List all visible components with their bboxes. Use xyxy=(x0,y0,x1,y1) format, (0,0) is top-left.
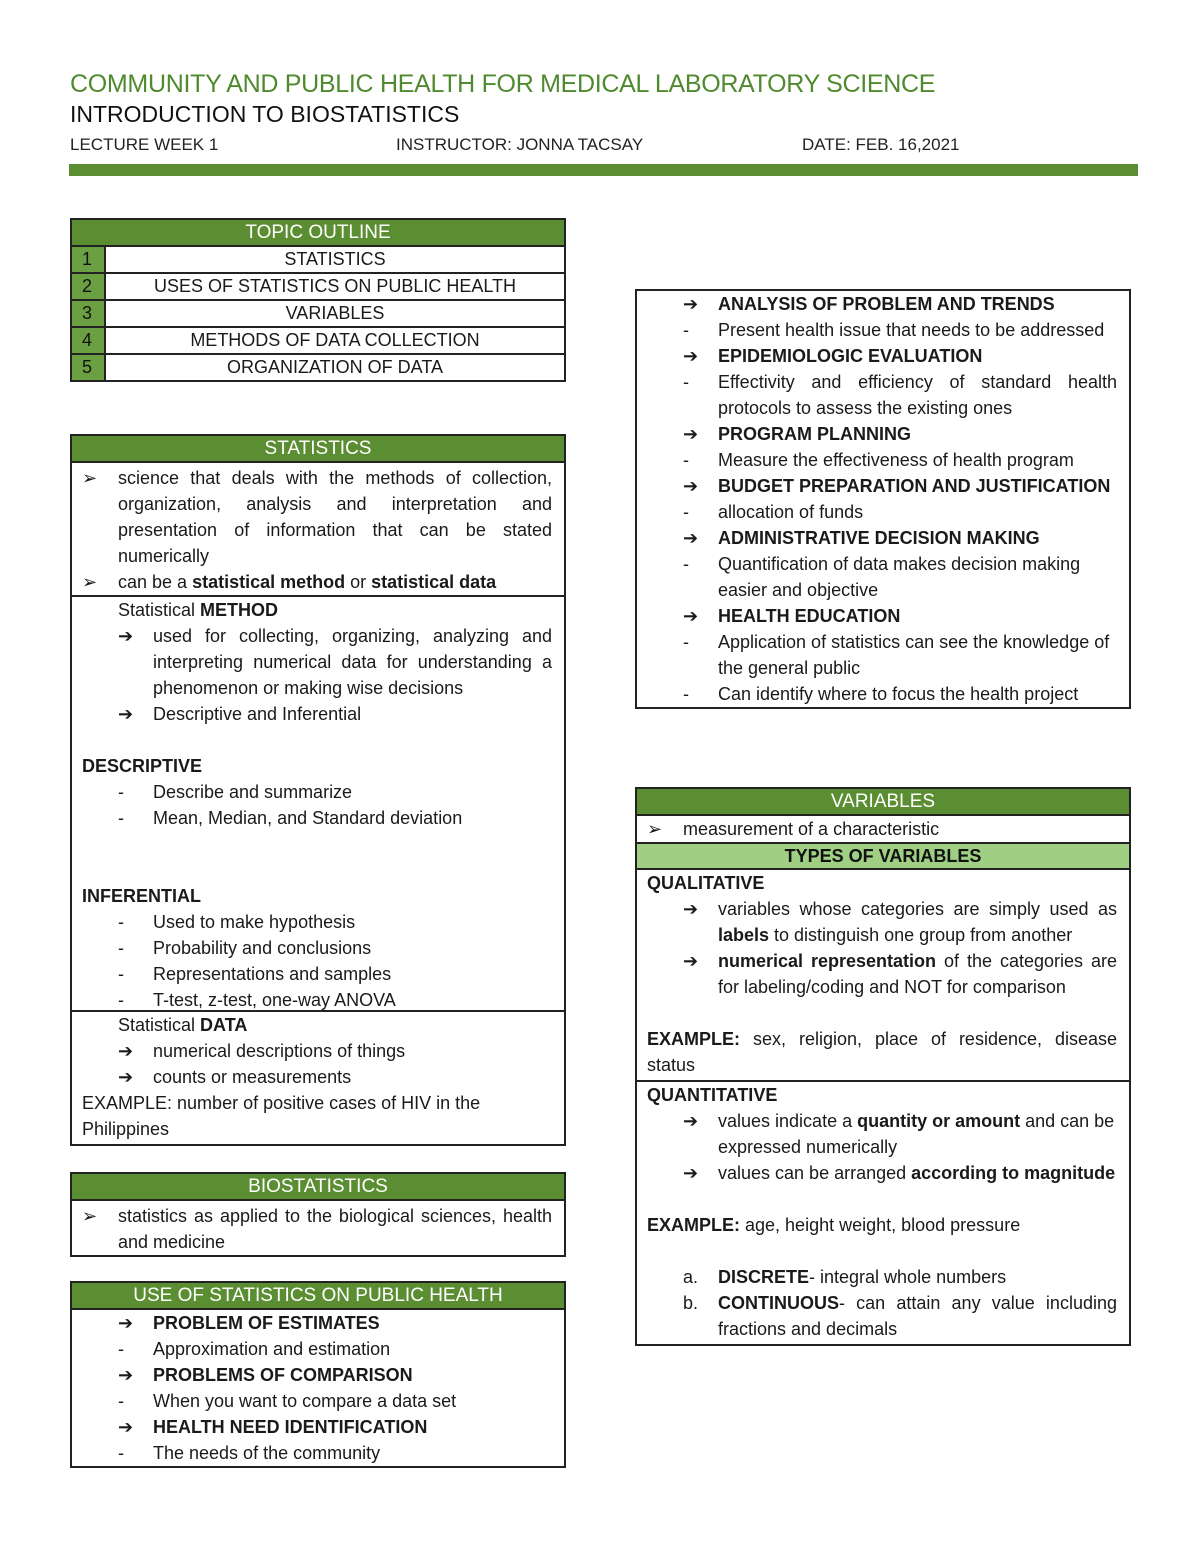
outline-number: 4 xyxy=(72,328,106,353)
inferential-point: Probability and conclusions xyxy=(153,938,372,958)
arrow-right-icon: ➔ xyxy=(683,294,699,314)
quantitative-example: age, height weight, blood pressure xyxy=(740,1215,1021,1235)
biostatistics-definition: statistics as applied to the biological sciences, health and medicine xyxy=(118,1206,552,1252)
arrow-right-icon: ➔ xyxy=(683,476,699,496)
use-desc: Effectivity and efficiency of standard health protocols to assess the existing ones xyxy=(718,372,1117,418)
biostatistics-heading: BIOSTATISTICS xyxy=(72,1174,564,1201)
inferential-point: Representations and samples xyxy=(153,964,392,984)
text-run: variables whose categories are simply used as xyxy=(718,899,1117,919)
statistical-method-section xyxy=(72,595,564,1010)
variables-table xyxy=(635,787,1131,1346)
method-label: METHOD xyxy=(200,600,279,620)
outline-label: VARIABLES xyxy=(285,303,385,323)
list-item xyxy=(647,948,1117,1000)
data-label: DATA xyxy=(200,1015,248,1035)
outline-label: USES OF STATISTICS ON PUBLIC HEALTH xyxy=(153,276,517,296)
quantitative-heading: QUANTITATIVE xyxy=(647,1085,778,1105)
magnitude-term: according to magnitude xyxy=(911,1163,1116,1183)
variables-definition: measurement of a characteristic xyxy=(683,819,940,839)
list-item xyxy=(118,1362,552,1388)
lecture-week: LECTURE WEEK 1 xyxy=(70,135,219,154)
list-item: - When you want to compare a data set xyxy=(118,1388,552,1414)
list-item xyxy=(82,1203,552,1255)
list-item xyxy=(683,291,1117,317)
continuous-label: CONTINUOUS xyxy=(718,1293,839,1313)
list-item: - Measure the effectiveness of health program xyxy=(683,447,1117,473)
outline-number: 1 xyxy=(72,247,106,272)
statistical-data-term: statistical data xyxy=(371,572,497,592)
qualitative-example: sex, religion, place of residence, disease status xyxy=(647,1029,1117,1075)
list-item xyxy=(647,1290,1117,1342)
list-item xyxy=(82,569,552,595)
arrow-right-icon: ➔ xyxy=(118,1041,134,1061)
descriptive-point: Mean, Median, and Standard deviation xyxy=(153,808,463,828)
arrow-right-icon: ➔ xyxy=(118,626,134,646)
arrow-right-icon: ➔ xyxy=(683,951,699,971)
use-desc: Quantification of data makes decision making easier and objective xyxy=(718,554,1081,600)
date: DATE: FEB. 16,2021 xyxy=(802,135,960,154)
outline-row xyxy=(72,272,564,299)
biostatistics-table xyxy=(70,1172,566,1257)
labels-term: labels xyxy=(718,925,770,945)
header-divider xyxy=(69,164,1138,176)
topic-outline-heading: TOPIC OUTLINE xyxy=(72,220,564,245)
list-item: - Application of statistics can see the knowledge of the general public xyxy=(683,629,1117,681)
outline-row xyxy=(72,353,564,380)
list-item xyxy=(118,1310,552,1336)
list-item: - The needs of the community xyxy=(118,1440,552,1466)
descriptive-point: Describe and summarize xyxy=(153,782,353,802)
list-item: - Representations and samples xyxy=(82,961,552,987)
use-desc: Application of statistics can see the knowledge of the general public xyxy=(718,632,1110,678)
arrowhead-bullet-icon: ➢ xyxy=(82,1206,98,1226)
list-item xyxy=(683,603,1117,629)
use-of-statistics-table xyxy=(70,1281,566,1468)
use-desc: allocation of funds xyxy=(718,502,864,522)
text-run: values can be arranged xyxy=(718,1163,912,1183)
list-item: - Mean, Median, and Standard deviation xyxy=(82,805,552,831)
list-item xyxy=(683,473,1117,499)
use-title: PROGRAM PLANNING xyxy=(718,424,911,444)
list-item xyxy=(647,1264,1117,1290)
course-title: COMMUNITY AND PUBLIC HEALTH FOR MEDICAL LABORATORY SCIENCE xyxy=(70,70,936,98)
statistical-method-term: statistical method xyxy=(192,572,346,592)
use-title: BUDGET PREPARATION AND JUSTIFICATION xyxy=(718,476,1111,496)
qualitative-section xyxy=(637,870,1129,1080)
quantity-term: quantity or amount xyxy=(857,1111,1021,1131)
discrete-desc: - integral whole numbers xyxy=(809,1267,1007,1287)
descriptive-heading: DESCRIPTIVE xyxy=(82,756,203,776)
arrow-right-icon: ➔ xyxy=(683,899,699,919)
list-marker: b. xyxy=(683,1293,699,1313)
use-desc: Present health issue that needs to be addressed xyxy=(718,320,1105,340)
text-run: of the categories are for labeling/coding and NOT for comparison xyxy=(718,951,1117,997)
method-point: used for collecting, organizing, analyzing and interpreting numerical data for understanding a phenomenon or making wise decisions xyxy=(153,626,552,698)
text-run: values indicate a xyxy=(718,1111,858,1131)
use-title: ADMINISTRATIVE DECISION MAKING xyxy=(718,528,1040,548)
list-item: - Quantification of data makes decision making easier and objective xyxy=(683,551,1117,603)
arrow-right-icon: ➔ xyxy=(683,424,699,444)
text-run: and can be expressed numerically xyxy=(718,1111,1115,1157)
discrete-label: DISCRETE xyxy=(718,1267,810,1287)
list-item xyxy=(82,701,552,727)
use-desc: Measure the effectiveness of health program xyxy=(718,450,1074,470)
statistics-heading: STATISTICS xyxy=(72,436,564,463)
list-item: - Used to make hypothesis xyxy=(82,909,552,935)
text-run: Statistical xyxy=(118,1015,201,1035)
list-item xyxy=(82,1064,552,1090)
numerical-representation-term: numerical representation xyxy=(718,951,937,971)
use-title: HEALTH EDUCATION xyxy=(718,606,901,626)
outline-row xyxy=(72,245,564,272)
text-run: to distinguish one group from another xyxy=(769,925,1073,945)
arrow-right-icon: ➔ xyxy=(683,346,699,366)
use-desc: When you want to compare a data set xyxy=(153,1391,457,1411)
inferential-point: Used to make hypothesis xyxy=(153,912,356,932)
list-item xyxy=(683,421,1117,447)
outline-number: 3 xyxy=(72,301,106,326)
list-item: - Describe and summarize xyxy=(82,779,552,805)
instructor: INSTRUCTOR: JONNA TACSAY xyxy=(396,135,644,154)
arrow-right-icon: ➔ xyxy=(118,1417,134,1437)
arrow-right-icon: ➔ xyxy=(118,704,134,724)
example-label: EXAMPLE: xyxy=(647,1029,741,1049)
list-item xyxy=(82,465,552,569)
list-item xyxy=(647,1108,1117,1160)
list-item: - Can identify where to focus the health project xyxy=(683,681,1117,707)
list-item: - allocation of funds xyxy=(683,499,1117,525)
arrow-right-icon: ➔ xyxy=(118,1365,134,1385)
arrow-right-icon: ➔ xyxy=(118,1067,134,1087)
variables-heading: VARIABLES xyxy=(637,789,1129,816)
arrow-right-icon: ➔ xyxy=(118,1313,134,1333)
list-item xyxy=(683,525,1117,551)
inferential-heading: INFERENTIAL xyxy=(82,886,201,906)
arrowhead-bullet-icon: ➢ xyxy=(82,572,98,592)
statistics-definition: science that deals with the methods of collection, organization, analysis and interpretation and presentation of information that can be stated numerically xyxy=(118,468,552,566)
use-title: PROBLEMS OF COMPARISON xyxy=(153,1365,413,1385)
arrowhead-bullet-icon: ➢ xyxy=(647,819,663,839)
text-run: or xyxy=(345,572,372,592)
text-run: can be a xyxy=(118,572,193,592)
list-item xyxy=(82,623,552,701)
list-item xyxy=(647,1160,1117,1186)
use-of-statistics-heading: USE OF STATISTICS ON PUBLIC HEALTH xyxy=(72,1283,564,1310)
outline-label: STATISTICS xyxy=(284,249,386,269)
outline-row xyxy=(72,299,564,326)
use-desc: The needs of the community xyxy=(153,1443,381,1463)
use-of-statistics-continued-table xyxy=(635,289,1131,709)
arrow-right-icon: ➔ xyxy=(683,528,699,548)
arrowhead-bullet-icon: ➢ xyxy=(82,468,98,488)
list-item xyxy=(683,343,1117,369)
quantitative-section xyxy=(637,1080,1129,1344)
use-desc: Can identify where to focus the health project xyxy=(718,684,1079,704)
use-title: EPIDEMIOLOGIC EVALUATION xyxy=(718,346,983,366)
outline-row xyxy=(72,326,564,353)
example-label: EXAMPLE: xyxy=(647,1215,741,1235)
use-title: HEALTH NEED IDENTIFICATION xyxy=(153,1417,428,1437)
outline-label: METHODS OF DATA COLLECTION xyxy=(190,330,480,350)
data-example: EXAMPLE: number of positive cases of HIV in the Philippines xyxy=(82,1093,481,1139)
statistics-table xyxy=(70,434,566,1146)
arrow-right-icon: ➔ xyxy=(683,606,699,626)
method-point: Descriptive and Inferential xyxy=(153,704,362,724)
list-item: - Present health issue that needs to be addressed xyxy=(683,317,1117,343)
use-desc: Approximation and estimation xyxy=(153,1339,391,1359)
list-item: - Probability and conclusions xyxy=(82,935,552,961)
outline-label: ORGANIZATION OF DATA xyxy=(227,357,443,377)
qualitative-heading: QUALITATIVE xyxy=(647,873,765,893)
list-item: - T-test, z-test, one-way ANOVA xyxy=(82,987,552,1013)
outline-number: 2 xyxy=(72,274,106,299)
arrow-right-icon: ➔ xyxy=(683,1111,699,1131)
data-point: numerical descriptions of things xyxy=(153,1041,406,1061)
list-item xyxy=(82,1038,552,1064)
list-item: - Effectivity and efficiency of standard health protocols to assess the existing ones xyxy=(683,369,1117,421)
list-marker: a. xyxy=(683,1267,699,1287)
statistical-data-section xyxy=(72,1010,564,1142)
types-of-variables-heading: TYPES OF VARIABLES xyxy=(637,842,1129,870)
data-point: counts or measurements xyxy=(153,1067,352,1087)
list-item: - Approximation and estimation xyxy=(118,1336,552,1362)
topic-outline-table xyxy=(70,218,566,382)
text-run: Statistical xyxy=(118,600,201,620)
use-title: PROBLEM OF ESTIMATES xyxy=(153,1313,380,1333)
use-title: ANALYSIS OF PROBLEM AND TRENDS xyxy=(718,294,1055,314)
list-item xyxy=(647,816,1117,842)
list-item xyxy=(118,1414,552,1440)
inferential-point: T-test, z-test, one-way ANOVA xyxy=(153,990,396,1010)
lecture-title: INTRODUCTION TO BIOSTATISTICS xyxy=(70,101,460,127)
list-item xyxy=(647,896,1117,948)
arrow-right-icon: ➔ xyxy=(683,1163,699,1183)
continuous-desc: - can attain any value including fractions and decimals xyxy=(718,1293,1117,1339)
outline-number: 5 xyxy=(72,355,106,380)
